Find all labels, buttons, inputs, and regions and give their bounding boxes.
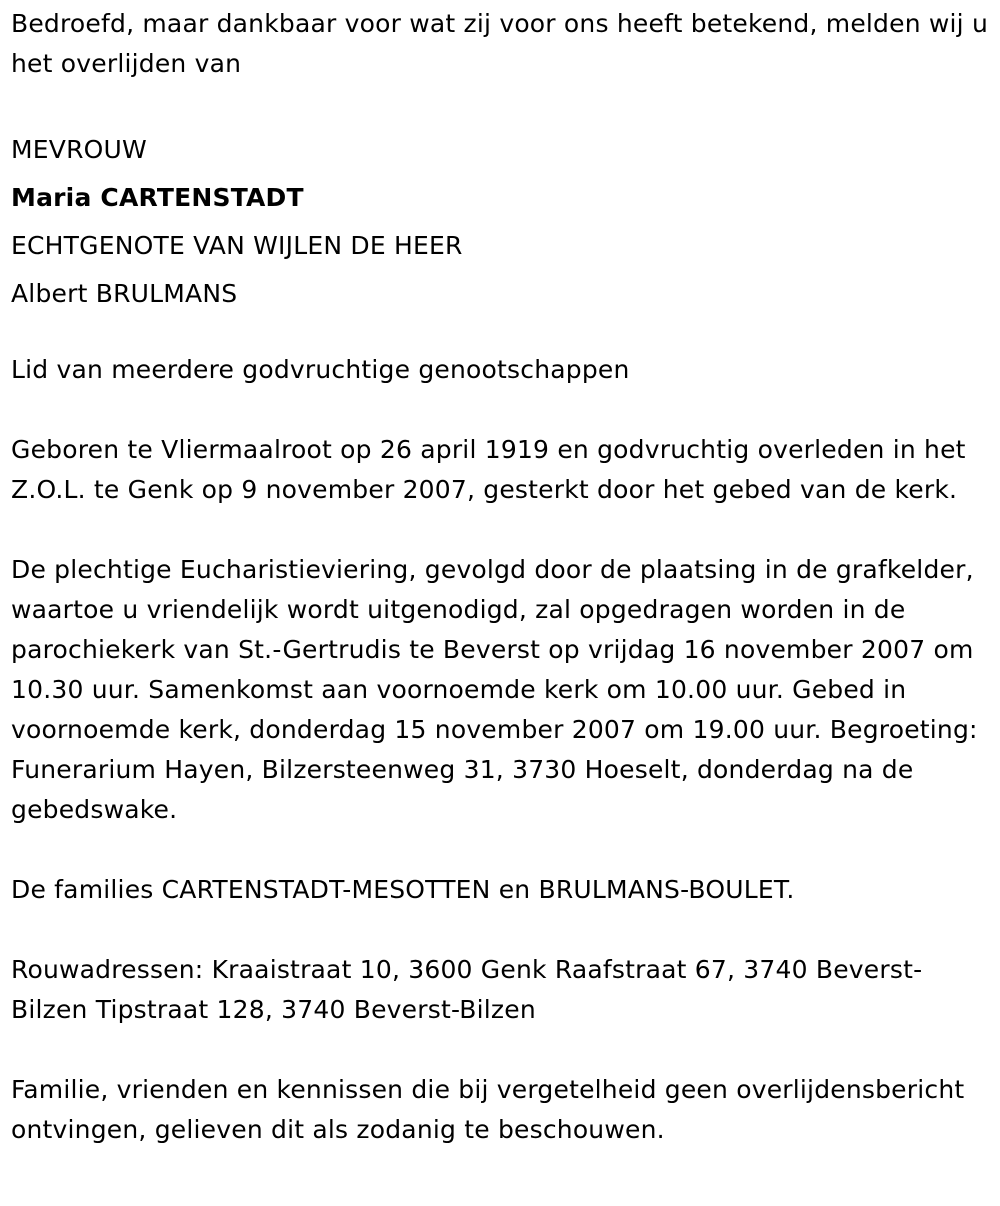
- relation-line: ECHTGENOTE VAN WIJLEN DE HEER: [11, 231, 463, 260]
- closing-paragraph: Familie, vrienden en kennissen die bij vergetelheid geen overlijdensbericht ontvingen, gelieven dit als zodanig te beschouwen.: [11, 1075, 965, 1144]
- name-block: [11, 126, 991, 318]
- obituary-document: [11, 0, 991, 1190]
- membership-paragraph: Lid van meerdere godvruchtige genootschappen: [11, 355, 630, 384]
- families-paragraph: De families CARTENSTADT-MESOTTEN en BRULMANS-BOULET.: [11, 875, 795, 904]
- ceremony-paragraph: De plechtige Eucharistieviering, gevolgd door de plaatsing in de grafkelder, waartoe u vriendelijk wordt uitgenodigd, zal opgedragen worden in de parochiekerk van St.-Gertrudis te Beverst op vrijdag 16 november 2007 om 10.30 uur. Samenkomst aan voornoemde kerk om 10.00 uur. Gebed in voornoemde kerk, donderdag 15 november 2007 om 19.00 uur. Begroeting: Funerarium Hayen, Bilzersteenweg 31, 3730 Hoeselt, donderdag na de gebedswake.: [11, 555, 978, 824]
- intro-paragraph: Bedroefd, maar dankbaar voor wat zij voor ons heeft betekend, melden wij u het overlijden van: [11, 9, 989, 78]
- birth-death-paragraph: Geboren te Vliermaalroot op 26 april 1919 en godvruchtig overleden in het Z.O.L. te Genk op 9 november 2007, gesterkt door het gebed van de kerk.: [11, 435, 966, 504]
- title-prefix: MEVROUW: [11, 135, 147, 164]
- addresses-paragraph: Rouwadressen: Kraaistraat 10, 3600 Genk Raafstraat 67, 3740 Beverst-Bilzen Tipstraat 128, 3740 Beverst-Bilzen: [11, 955, 923, 1024]
- deceased-name: Maria CARTENSTADT: [11, 183, 304, 212]
- spouse-name: Albert BRULMANS: [11, 279, 238, 308]
